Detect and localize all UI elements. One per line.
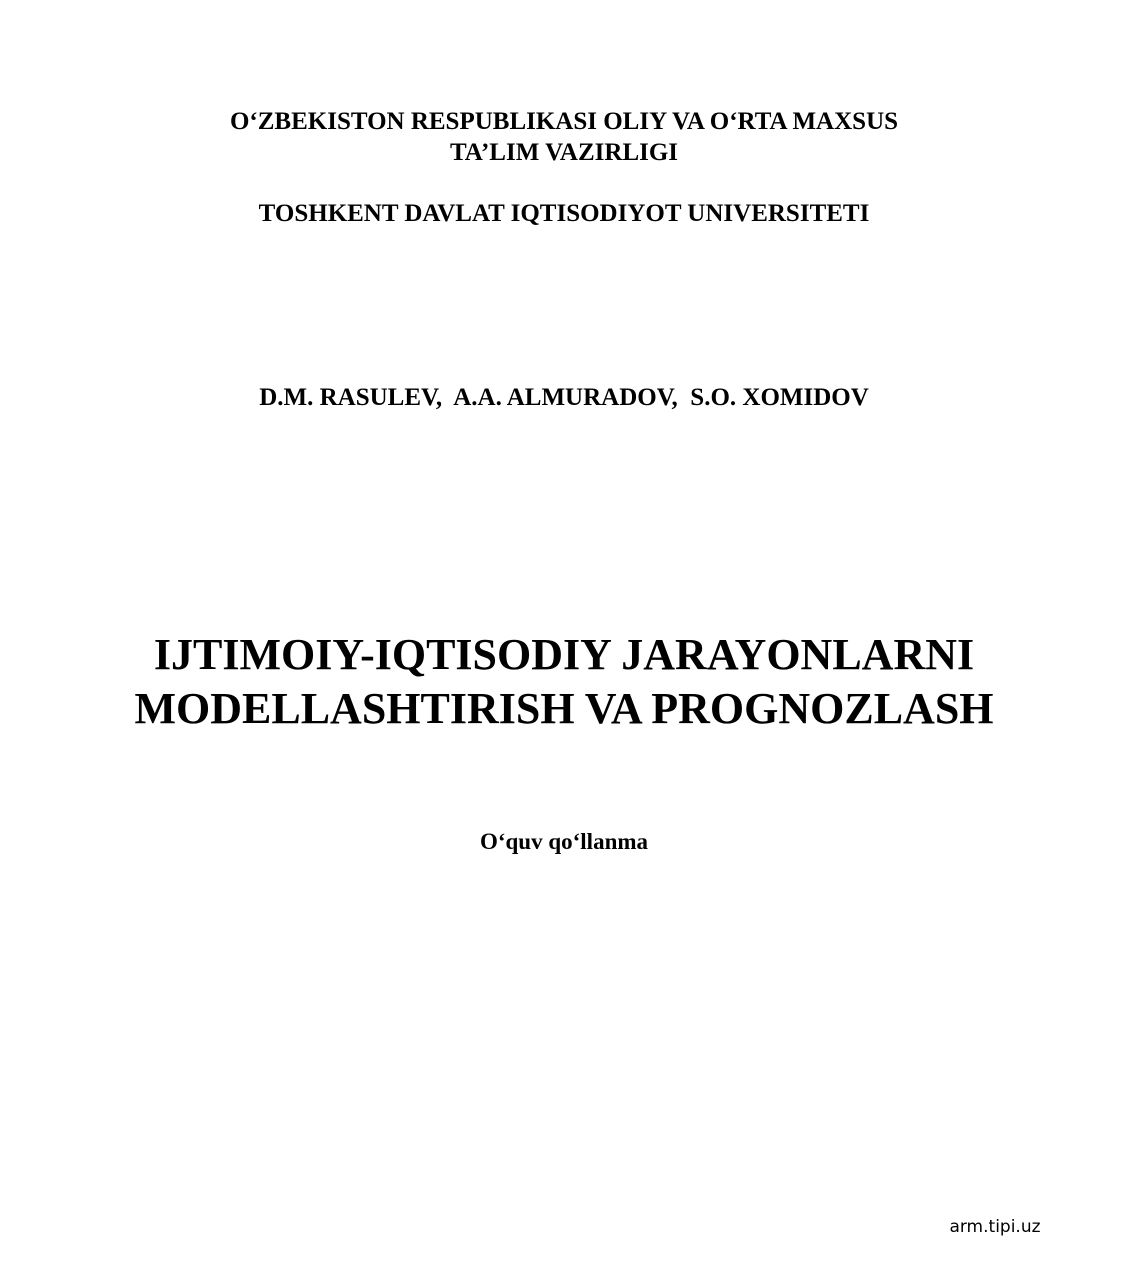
document-subtitle: O‘quv qo‘llanma [479,829,649,854]
source-watermark: arm.tipi.uz [949,1217,1041,1237]
authors: D.M. RASULEV, A.A. ALMURADOV, S.O. XOMIDOV [259,384,869,411]
ministry-name-line-1: O‘ZBEKISTON RESPUBLIKASI OLIY VA O‘RTA MAXSUS [229,108,899,135]
document-title-line-2: MODELLASHTIRISH VA PROGNOZLASH [134,684,994,733]
document-title-line-1: IJTIMOIY-IQTISODIY JARAYONLARNI [153,630,975,679]
university-name: TOSHKENT DAVLAT IQTISODIYOT UNIVERSITETI [258,200,870,227]
ministry-name-line-2: TA’LIM VAZIRLIGI [449,139,679,166]
